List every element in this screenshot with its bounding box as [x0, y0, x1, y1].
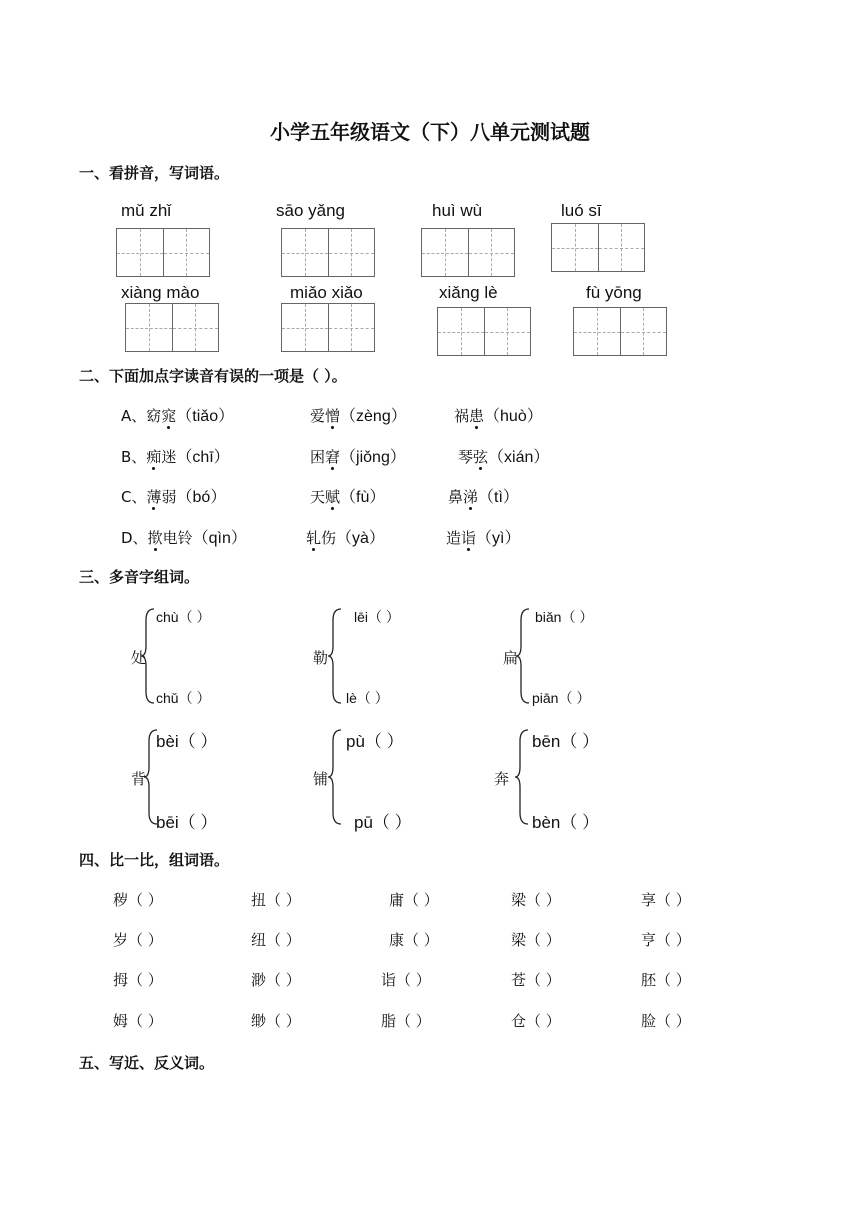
- writing-grid[interactable]: [116, 228, 210, 277]
- pinyin-label: xiàng mào: [121, 283, 200, 302]
- reading-blank[interactable]: bēi（ ）: [156, 813, 218, 832]
- brace-icon: [327, 729, 343, 825]
- pinyin-label: miǎo xiǎo: [290, 283, 363, 302]
- pinyin-label: xiǎng lè: [439, 283, 498, 302]
- compare-blank[interactable]: 秽（ ）: [113, 891, 163, 909]
- option-d[interactable]: D、揿电铃（qìn）: [121, 529, 247, 547]
- pinyin-label: huì wù: [432, 201, 483, 220]
- pinyin-label: sāo yǎng: [276, 201, 345, 220]
- word: 窈窕: [146, 407, 177, 425]
- reading-blank[interactable]: lēi（ ）: [354, 609, 400, 625]
- compare-blank[interactable]: 胚（ ）: [641, 971, 691, 989]
- compare-blank[interactable]: 梁（ ）: [511, 931, 561, 949]
- option-b-word-3: 琴弦（xián）: [458, 448, 550, 466]
- reading-blank[interactable]: pū（ ）: [354, 813, 412, 832]
- compare-blank[interactable]: 庸（ ）: [389, 891, 439, 909]
- compare-blank[interactable]: 梁（ ）: [511, 891, 561, 909]
- section-1-heading: 一、看拼音，写词语。: [79, 164, 230, 182]
- option-a[interactable]: [121, 403, 234, 426]
- pinyin-label: luó sī: [561, 201, 602, 220]
- option-letter: A、: [121, 407, 147, 425]
- polyphone-char: 勒: [313, 649, 329, 667]
- compare-blank[interactable]: 姆（ ）: [113, 1012, 163, 1030]
- writing-grid[interactable]: [551, 223, 645, 272]
- pinyin-label: mǔ zhǐ: [121, 201, 172, 220]
- option-a-word-2: 爱憎（zèng）: [310, 407, 407, 425]
- compare-blank[interactable]: 扭（ ）: [251, 891, 301, 909]
- compare-blank[interactable]: 脸（ ）: [641, 1012, 691, 1030]
- compare-blank[interactable]: 拇（ ）: [113, 971, 163, 989]
- reading-blank[interactable]: biǎn（ ）: [535, 609, 594, 625]
- section-3-heading: 三、多音字组词。: [79, 568, 200, 586]
- pinyin-label: fù yōng: [586, 283, 642, 302]
- option-c[interactable]: C、薄弱（bó）: [121, 488, 227, 506]
- option-d-word-2: 轧伤（yà）: [306, 529, 385, 547]
- compare-blank[interactable]: 缈（ ）: [251, 1012, 301, 1030]
- compare-blank[interactable]: 仓（ ）: [511, 1012, 561, 1030]
- polyphone-char: 处: [131, 649, 147, 667]
- option-letter: B、: [121, 448, 147, 466]
- reading-blank[interactable]: pù（ ）: [346, 732, 404, 751]
- reading-blank[interactable]: chù（ ）: [156, 609, 211, 625]
- writing-grid[interactable]: [125, 303, 219, 352]
- reading-blank[interactable]: bèn（ ）: [532, 813, 600, 832]
- option-a-word-3: 祸患（huò）: [454, 407, 543, 425]
- polyphone-char: 扁: [503, 649, 519, 667]
- option-c-word-3: 鼻涕（tì）: [448, 488, 519, 506]
- writing-grid[interactable]: [437, 307, 531, 356]
- option-b-word-2: 困窘（jiǒng）: [310, 448, 406, 466]
- option-c-word-2: 天赋（fù）: [310, 488, 386, 506]
- pinyin: （tiǎo）: [176, 408, 235, 425]
- compare-blank[interactable]: 苍（ ）: [511, 971, 561, 989]
- writing-grid[interactable]: [281, 228, 375, 277]
- reading-blank[interactable]: chǔ（ ）: [156, 690, 211, 706]
- brace-icon: [327, 608, 343, 704]
- section-5-heading: 五、写近、反义词。: [79, 1054, 215, 1072]
- compare-blank[interactable]: 康（ ）: [389, 931, 439, 949]
- polyphone-char: 奔: [494, 770, 510, 788]
- reading-blank[interactable]: lè（ ）: [346, 690, 389, 706]
- compare-blank[interactable]: 亨（ ）: [641, 931, 691, 949]
- section-4-heading: 四、比一比，组词语。: [79, 851, 230, 869]
- option-d-word-3: 造诣（yì）: [446, 529, 521, 547]
- option-letter: D、: [121, 529, 148, 547]
- writing-grid[interactable]: [421, 228, 515, 277]
- brace-icon: [140, 608, 156, 704]
- page-title: 小学五年级语文（下）八单元测试题: [270, 120, 590, 144]
- option-b[interactable]: B、痴迷（chī）: [121, 448, 230, 466]
- reading-blank[interactable]: bēn（ ）: [532, 732, 600, 751]
- writing-grid[interactable]: [573, 307, 667, 356]
- reading-blank[interactable]: piān（ ）: [532, 690, 591, 706]
- option-letter: C、: [121, 488, 147, 506]
- compare-blank[interactable]: 岁（ ）: [113, 931, 163, 949]
- reading-blank[interactable]: bèi（ ）: [156, 732, 218, 751]
- section-2-heading: 二、下面加点字读音有误的一项是（ ）。: [79, 367, 347, 385]
- compare-blank[interactable]: 享（ ）: [641, 891, 691, 909]
- writing-grid[interactable]: [281, 303, 375, 352]
- polyphone-char: 铺: [313, 770, 329, 788]
- polyphone-char: 背: [131, 770, 147, 788]
- compare-blank[interactable]: 脂（ ）: [381, 1012, 431, 1030]
- compare-blank[interactable]: 纽（ ）: [251, 931, 301, 949]
- brace-icon: [514, 729, 530, 825]
- compare-blank[interactable]: 渺（ ）: [251, 971, 301, 989]
- brace-icon: [515, 608, 531, 704]
- compare-blank[interactable]: 诣（ ）: [381, 971, 431, 989]
